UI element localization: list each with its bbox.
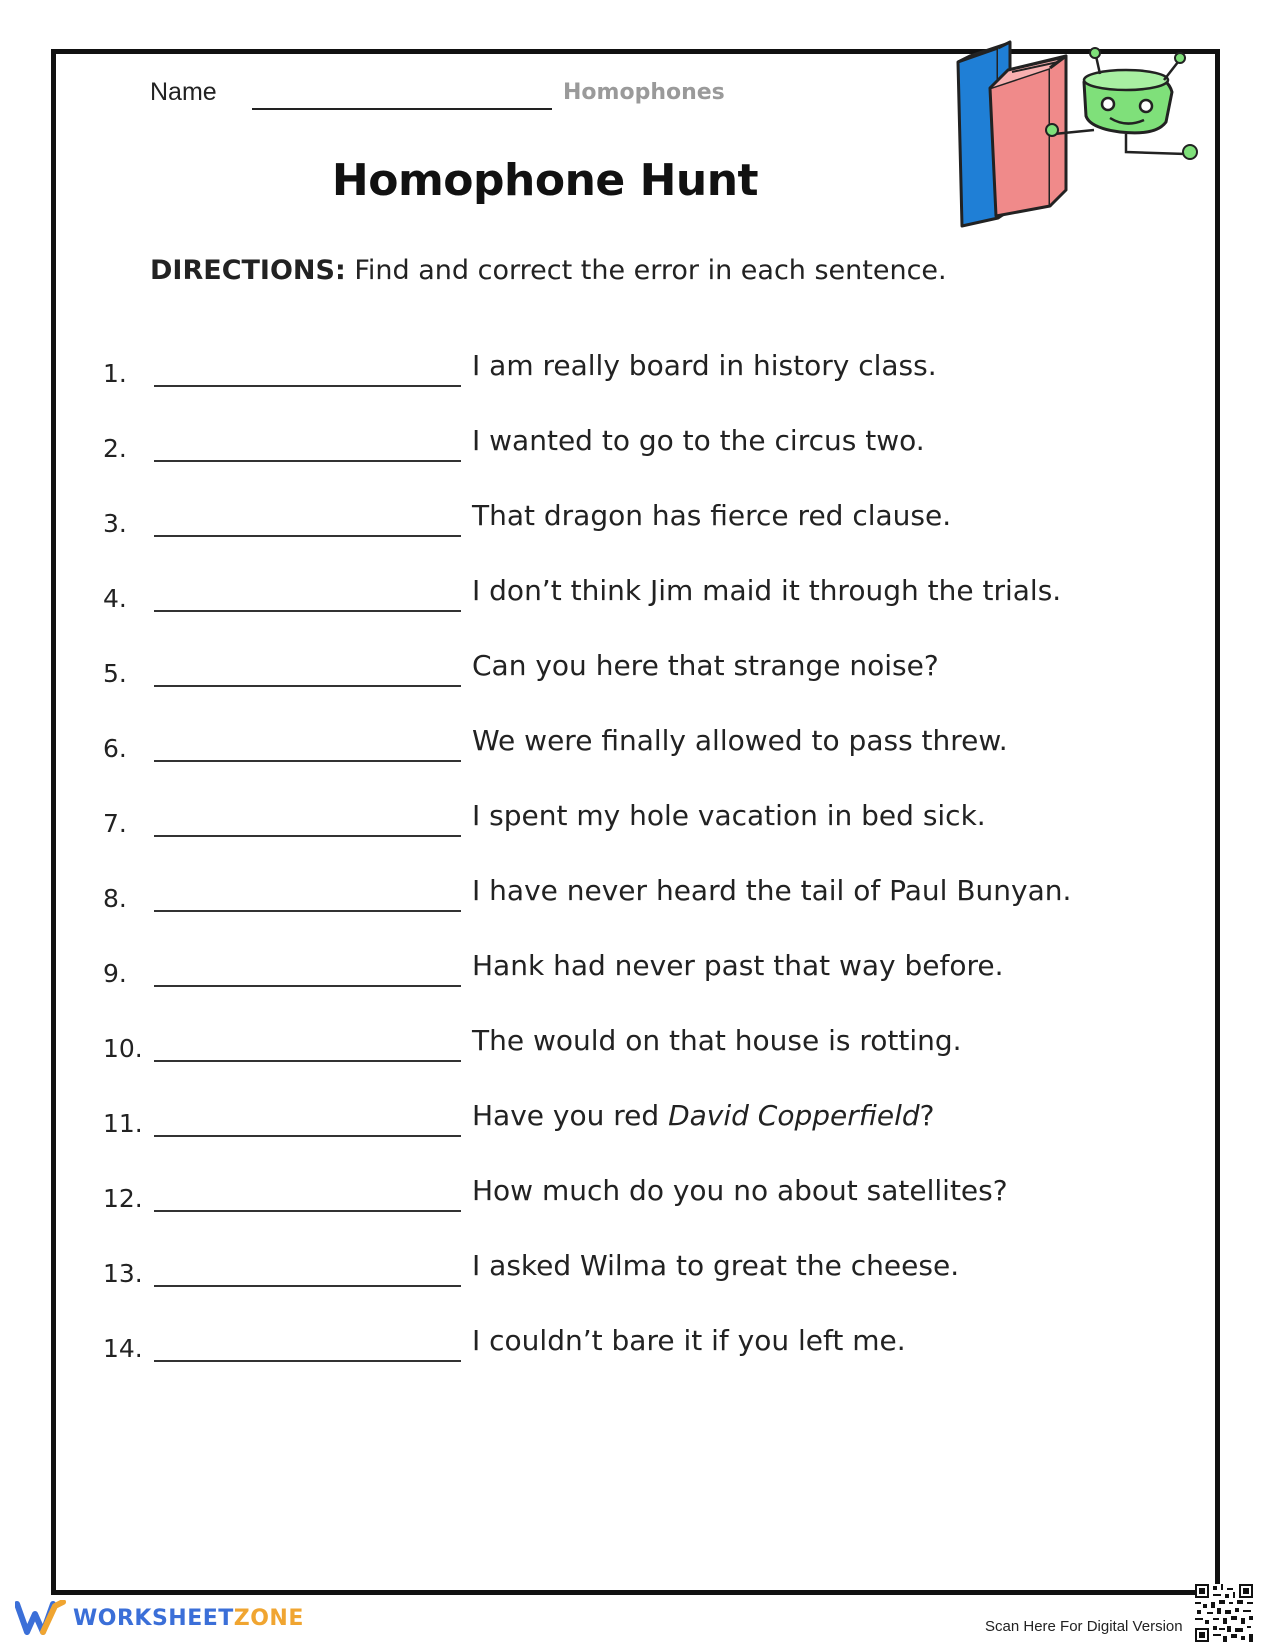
answer-blank[interactable] xyxy=(154,1285,461,1287)
question-item-9 xyxy=(0,945,1275,1005)
question-number: 14. xyxy=(103,1334,143,1363)
name-blank-line[interactable] xyxy=(252,108,552,110)
answer-blank[interactable] xyxy=(154,1135,461,1137)
question-number: 13. xyxy=(103,1259,143,1288)
subject-label: Homophones xyxy=(563,80,725,105)
question-item-10 xyxy=(0,1020,1275,1080)
answer-blank[interactable] xyxy=(154,1060,461,1062)
directions-label: DIRECTIONS: xyxy=(150,255,346,286)
question-sentence: How much do you no about satellites? xyxy=(472,1174,1008,1207)
answer-blank[interactable] xyxy=(154,835,461,837)
sentence-part: ? xyxy=(919,1099,935,1132)
question-sentence: I asked Wilma to great the cheese. xyxy=(472,1249,960,1282)
logo-text xyxy=(73,1606,304,1631)
question-sentence: Hank had never past that way before. xyxy=(472,949,1004,982)
question-sentence: I don’t think Jim maid it through the trials. xyxy=(472,574,1062,607)
directions xyxy=(150,255,947,286)
question-number: 11. xyxy=(103,1109,143,1138)
sentence-part: Have you red xyxy=(472,1099,669,1132)
question-number: 2. xyxy=(103,434,127,463)
question-sentence: The would on that house is rotting. xyxy=(472,1024,962,1057)
question-item-2 xyxy=(0,420,1275,480)
question-item-4 xyxy=(0,570,1275,630)
scan-text: Scan Here For Digital Version xyxy=(985,1618,1183,1635)
question-number: 12. xyxy=(103,1184,143,1213)
answer-blank[interactable] xyxy=(154,760,461,762)
question-number: 6. xyxy=(103,734,127,763)
question-number: 5. xyxy=(103,659,127,688)
question-sentence: I have never heard the tail of Paul Bunyan. xyxy=(472,874,1072,907)
question-item-7 xyxy=(0,795,1275,855)
question-sentence xyxy=(472,1099,935,1132)
question-number: 10. xyxy=(103,1034,143,1063)
question-item-13 xyxy=(0,1245,1275,1305)
answer-blank[interactable] xyxy=(154,910,461,912)
question-item-6 xyxy=(0,720,1275,780)
question-number: 1. xyxy=(103,359,127,388)
answer-blank[interactable] xyxy=(154,460,461,462)
logo-text-part2: ZONE xyxy=(233,1605,304,1631)
answer-blank[interactable] xyxy=(154,1360,461,1362)
books-and-robot-icon xyxy=(950,40,1210,230)
question-number: 9. xyxy=(103,959,127,988)
worksheetzone-logo-icon xyxy=(15,1600,67,1636)
answer-blank[interactable] xyxy=(154,985,461,987)
qr-code-icon[interactable] xyxy=(1195,1584,1253,1642)
answer-blank[interactable] xyxy=(154,610,461,612)
question-item-5 xyxy=(0,645,1275,705)
question-sentence: I spent my hole vacation in bed sick. xyxy=(472,799,986,832)
question-number: 7. xyxy=(103,809,127,838)
page-title: Homophone Hunt xyxy=(331,155,759,206)
question-item-11 xyxy=(0,1095,1275,1155)
question-sentence: Can you here that strange noise? xyxy=(472,649,939,682)
worksheetzone-logo[interactable] xyxy=(15,1598,304,1638)
question-number: 3. xyxy=(103,509,127,538)
question-item-1 xyxy=(0,345,1275,405)
book-title: David Copperfield xyxy=(668,1099,920,1132)
question-item-3 xyxy=(0,495,1275,555)
logo-text-part1: WORKSHEET xyxy=(73,1605,234,1631)
directions-text: Find and correct the error in each sentence. xyxy=(345,255,947,286)
question-sentence: I wanted to go to the circus two. xyxy=(472,424,925,457)
question-item-14 xyxy=(0,1320,1275,1380)
answer-blank[interactable] xyxy=(154,385,461,387)
question-item-12 xyxy=(0,1170,1275,1230)
question-sentence: I couldn’t bare it if you left me. xyxy=(472,1324,906,1357)
question-sentence: We were finally allowed to pass threw. xyxy=(472,724,1008,757)
question-sentence: That dragon has fierce red clause. xyxy=(472,499,952,532)
question-number: 8. xyxy=(103,884,127,913)
question-sentence: I am really board in history class. xyxy=(472,349,937,382)
answer-blank[interactable] xyxy=(154,685,461,687)
answer-blank[interactable] xyxy=(154,1210,461,1212)
answer-blank[interactable] xyxy=(154,535,461,537)
name-label: Name xyxy=(150,78,217,106)
question-number: 4. xyxy=(103,584,127,613)
question-item-8 xyxy=(0,870,1275,930)
